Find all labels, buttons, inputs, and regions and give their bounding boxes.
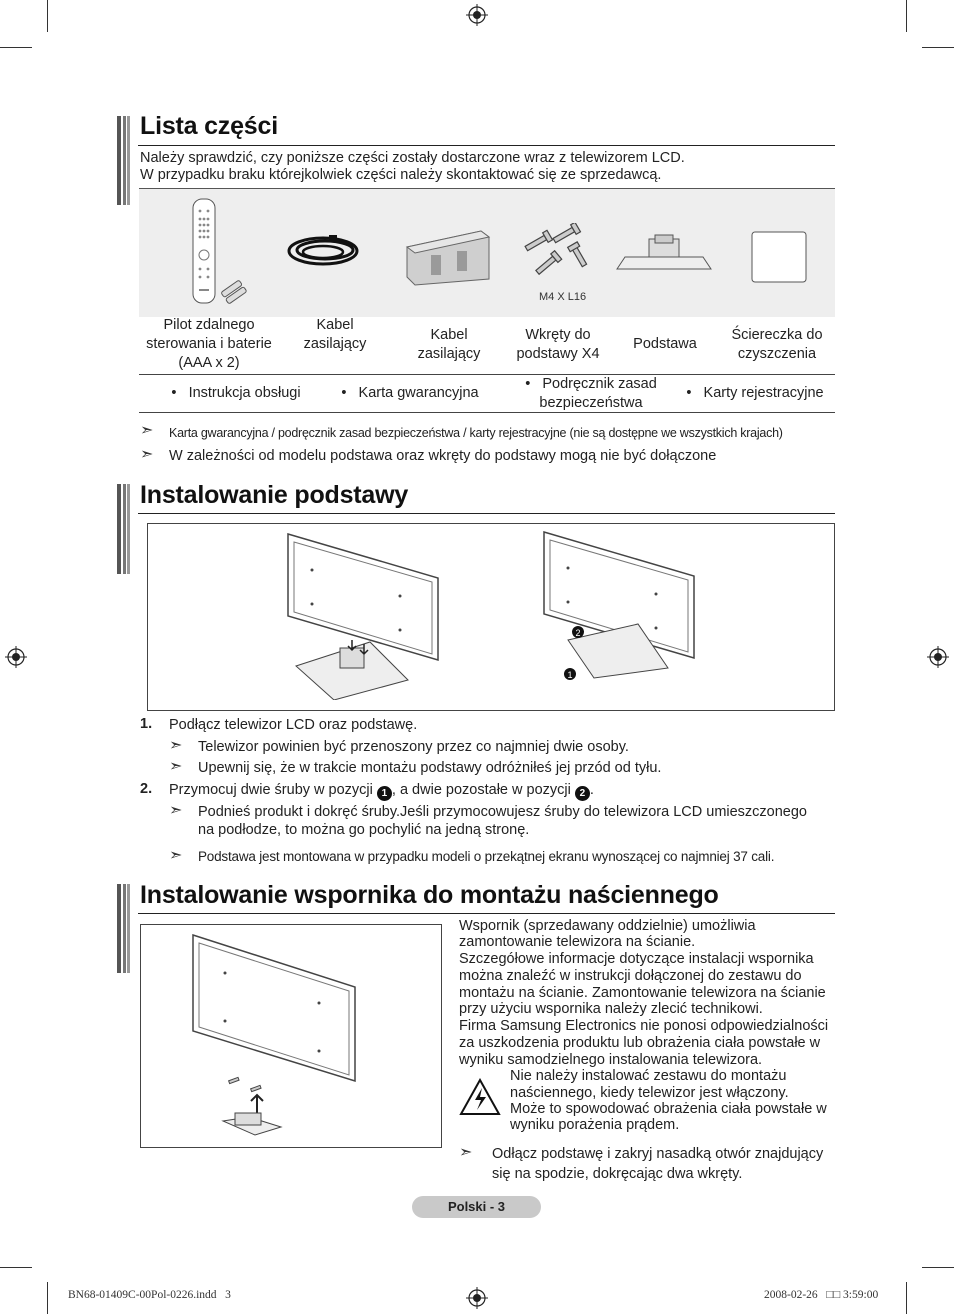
wall-para-line: zamontowanie telewizora na ścianie. [459,934,696,950]
svg-text:2: 2 [575,628,581,638]
warning-line: naściennego, kiedy telewizor jest włączony. [510,1085,789,1101]
page-number-badge: Polski - 3 [412,1196,541,1218]
accessory-item: • Podręcznik zasad bezpieczeństwa [525,376,657,411]
section-bar [117,884,130,973]
step1-text: Podłącz telewizor LCD oraz podstawę. [169,717,418,733]
section-rule [138,145,835,146]
remote-icon [191,197,251,305]
parts-note2: W zależności od modelu podstawa oraz wkręty do podstawy mogą nie być dołączone [169,448,717,464]
part-label-remote: Pilot zdalnego sterowania i baterie (AAA x 2) [146,317,272,371]
note-arrow-icon: ➣ [140,422,154,439]
parts-intro-line2: W przypadku braku którejkolwiek części należy skontaktować się ze sprzedawcą. [140,167,662,183]
footer-date: 2008-02-26 □□ 3:59:00 [764,1289,879,1301]
parts-table [139,188,835,412]
tv-wall-mount-illustration [185,931,365,1137]
step2-text: Przymocuj dwie śruby w pozycji 1 , a dwie pozostałe w pozycji 2 . [169,782,594,799]
wall-para-line: Szczegółowe informacje dotyczące instalacji wspornika [459,951,814,967]
crop-mark [906,0,907,32]
screw-spec-label: M4 X L16 [539,291,587,303]
accessory-item: • Instrukcja obsługi [171,385,301,401]
wall-title: Instalowanie wspornika do montażu naściennego [140,881,719,909]
part-label-screws: Wkręty do podstawy X4 [516,327,600,362]
wall-para-line: wyniku samodzielnego instalowania telewizora. [459,1052,763,1068]
warning-line: wyniku porażenia prądem. [510,1117,680,1133]
note-arrow-icon: ➣ [169,847,183,864]
wall-para-line: montażu na ścianie. Zamontowanie telewizora na ścianie [459,985,826,1001]
note-arrow-icon: ➣ [169,737,183,754]
parts-images-row [139,188,835,317]
part-label-power-cable: Kabel zasilający [303,317,367,352]
note-arrow-icon: ➣ [169,758,183,775]
wall-para-line: Wspornik (sprzedawany oddzielnie) umożliwia [459,918,756,934]
cloth-icon [749,229,809,285]
position-marker-1: 1 [377,786,392,801]
parts-intro-line1: Należy sprawdzić, czy poniższe części zostały dostarczone wraz z telewizorem LCD. [140,150,685,166]
tv-stand-illustration-1 [282,530,452,700]
note-arrow-icon: ➣ [169,802,183,819]
crop-mark [922,47,954,48]
section-rule [138,913,835,914]
wall-para-line: przy użyciu wspornika należy zlecić technikowi. [459,1001,763,1017]
tv-stand-illustration-2 [538,528,708,698]
parts-title: Lista części [140,112,278,140]
crop-mark [922,1267,954,1268]
accessory-item: • Karta gwarancyjna [341,385,479,401]
electric-shock-warning-icon [459,1078,501,1116]
power-cable-icon [285,227,365,275]
crop-mark [906,1282,907,1314]
crop-mark [47,0,48,32]
registration-mark-top [466,4,488,26]
stand-figure [147,523,835,711]
step2-note2: Podstawa jest montowana w przypadku modeli o przekątnej ekranu wynoszącej co najmniej 37 cali. [198,849,775,864]
registration-mark-bottom [466,1287,488,1309]
step-number: 1. [140,716,153,732]
registration-mark-left [5,646,27,668]
step1-note1: Telewizor powinien być przenoszony przez co najmniej dwie osoby. [198,739,629,755]
wall-para-line: za uszkodzenia produktu lub obrażenia ciała powstałe w [459,1035,821,1051]
crop-mark [47,1282,48,1314]
wall-para-line: można znaleźć w instrukcji dołączonej do zestawu do [459,968,802,984]
position-marker-2: 2 [575,786,590,801]
crop-mark [0,1267,32,1268]
wall-note-line2: się na spodzie, dokręcając dwa wkręty. [492,1166,743,1182]
warning-line: Nie należy instalować zestawu do montażu [510,1068,787,1084]
registration-mark-right [927,646,949,668]
note-arrow-icon: ➣ [140,446,154,463]
stand-title: Instalowanie podstawy [140,481,409,509]
section-rule [138,513,835,514]
wall-note-line1: Odłącz podstawę i zakryj nasadką otwór znajdujący [492,1146,824,1162]
screws-icon [517,223,597,283]
step2-note1-line1: Podnieś produkt i dokręć śruby.Jeśli przymocowujesz śruby do telewizora LCD umieszczonego [198,804,807,820]
section-bar [117,484,130,574]
warning-line: Może to spowodować obrażenia ciała powstałe w [510,1101,827,1117]
svg-text:1: 1 [567,670,573,680]
note-arrow-icon: ➣ [459,1144,473,1161]
step-number: 2. [140,781,153,797]
part-label-stand: Podstawa [633,336,697,352]
accessory-item: • Karty rejestracyjne [686,385,824,401]
accessories-row [139,374,835,413]
cable-bracket-icon [401,225,493,287]
wall-mount-figure [140,924,442,1148]
section-bar [117,116,130,205]
step2-note1-line2: na podłodze, to można go pochylić na jedną stronę. [198,822,530,838]
wall-para-line: Firma Samsung Electronics nie ponosi odpowiedzialności [459,1018,829,1034]
crop-mark [0,47,32,48]
stand-icon [615,233,713,273]
part-label-cloth: Ściereczka do czyszczenia [731,327,823,362]
step1-note2: Upewnij się, że w trakcie montażu podstawy odróżniłeś jej przód od tyłu. [198,760,662,776]
parts-note1: Karta gwarancyjna / podręcznik zasad bezpieczeństwa / karty rejestracyjne (nie są dostępne we wszystkich krajach) [169,426,783,440]
part-label-cable: Kabel zasilający [417,327,481,362]
footer-file: BN68-01409C-00Pol-0226.indd 3 [68,1289,231,1301]
